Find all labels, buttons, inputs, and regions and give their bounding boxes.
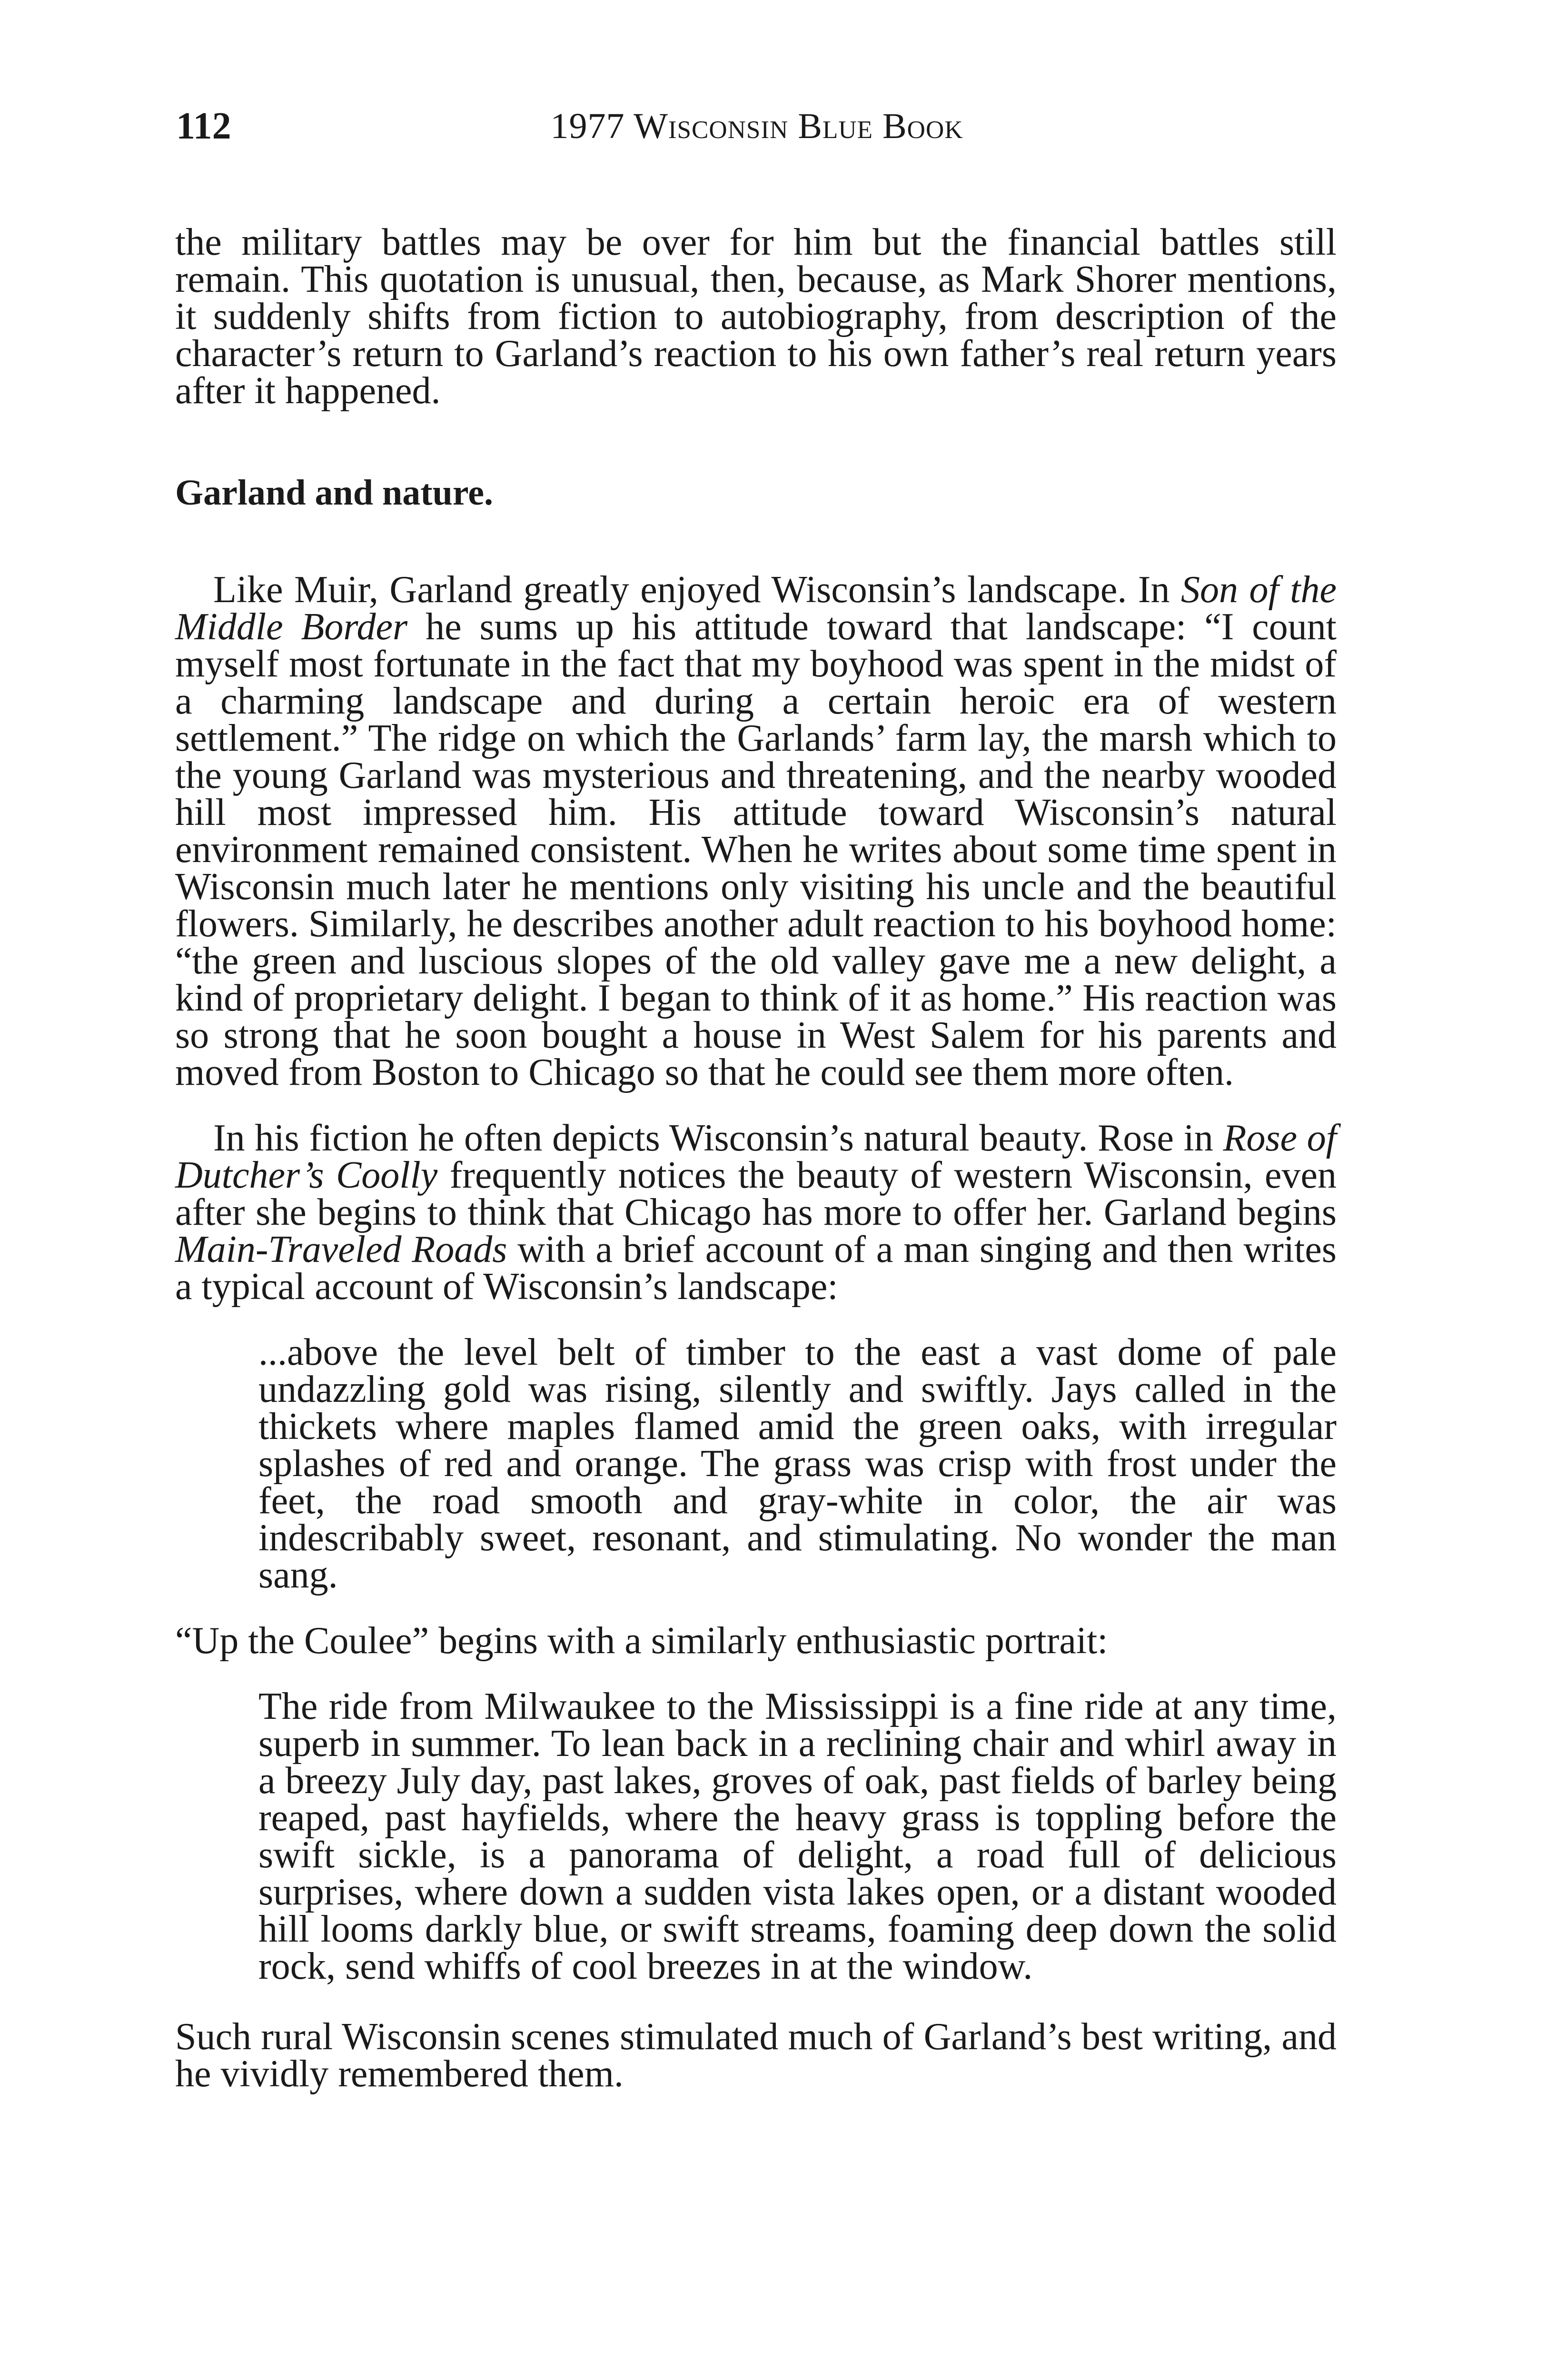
section-heading: Garland and nature. (175, 473, 493, 513)
block-quote-main-traveled-roads: ...above the level belt of timber to the east a vast dome of pale undazzling gold was rising, silently and swiftly. Jays called in the thickets where maples flamed amid the green oaks, with irregular splashes of red and orange. The grass was crisp with frost under the feet, the road smooth and gray-white in color, the air was indescribably sweet, resonant, and stimulating. No wonder the man sang. (258, 1331, 1337, 1596)
paragraph-nature-text-2: he sums up his attitude toward that landscape: “I count myself most fortunate in the fact that my boyhood was spent in the midst of a charming landscape and during a certain heroic era of western settlement.” The ridge on which the Garlands’ farm lay, the marsh which to the young Garland was mysterious and threatening, and the nearby wooded hill most impressed him. His attitude toward Wisconsin’s natural environment remained consistent. When he writes about some time spent in Wisconsin much later he mentions only visiting his uncle and the beautiful flowers. Similarly, he describes another adult reaction to his boyhood home: “the green and luscious slopes of the old valley gave me a new delight, a kind of proprietary delight. I began to think of it as home.” His reaction was so strong that he soon bought a house in West Salem for his parents and moved from Boston to Chicago so that he could see them more often. (175, 606, 1337, 1093)
paragraph-closing: Such rural Wisconsin scenes stimulated much of Garland’s best writing, and he vividly remembered them. (175, 2016, 1337, 2095)
paragraph-nature (175, 571, 1337, 1091)
page-number: 112 (176, 105, 231, 147)
book-title-son-of-the-middle-border: Son of the Middle Border (175, 569, 1337, 648)
paragraph-fiction-text-1: In his fiction he often depicts Wisconsin’s natural beauty. Rose in (213, 1117, 1223, 1159)
main-text (175, 221, 1337, 2095)
paragraph-fiction-text-3: with a brief account of a man singing and then writes a typical account of Wisconsin’s landscape: (175, 1229, 1337, 1308)
book-title-main-traveled-roads: Main-Traveled Roads (175, 1229, 507, 1270)
paragraph-fiction-text-2: frequently notices the beauty of western Wisconsin, even after she begins to think that Chicago has more to offer her. Garland begins (175, 1154, 1337, 1233)
paragraph-continued: the military battles may be over for him but the financial battles still remain. This quotation is unusual, then, because, as Mark Shorer mentions, it suddenly shifts from fiction to autobiography, from description of the character’s return to Garland’s reaction to his own father’s real return years after it happened. (175, 221, 1337, 412)
book-title: 1977 Wisconsin Blue Book (550, 106, 963, 146)
paragraph-up-the-coulee-intro: “Up the Coulee” begins with a similarly enthusiastic portrait: (175, 1620, 1108, 1662)
running-header (176, 100, 1338, 152)
block-quote-up-the-coulee: The ride from Milwaukee to the Mississippi is a fine ride at any time, superb in summer. To lean back in a reclining chair and whirl away in a breezy July day, past lakes, groves of oak, past fields of barley being reaped, past hayfields, where the heavy grass is toppling before the swift sickle, is a panorama of delight, a road full of delicious surprises, where down a sudden vista lakes open, or a distant wooded hill looms darkly blue, or swift streams, foaming deep down the solid rock, send whiffs of cool breezes in at the window. (258, 1686, 1337, 1987)
paragraph-nature-text-1: Like Muir, Garland greatly enjoyed Wisconsin’s landscape. In (213, 569, 1181, 611)
book-title-rose-of-dutchers-coolly: Rose of Dutcher’s Coolly (175, 1117, 1337, 1196)
paragraph-fiction (175, 1117, 1337, 1308)
